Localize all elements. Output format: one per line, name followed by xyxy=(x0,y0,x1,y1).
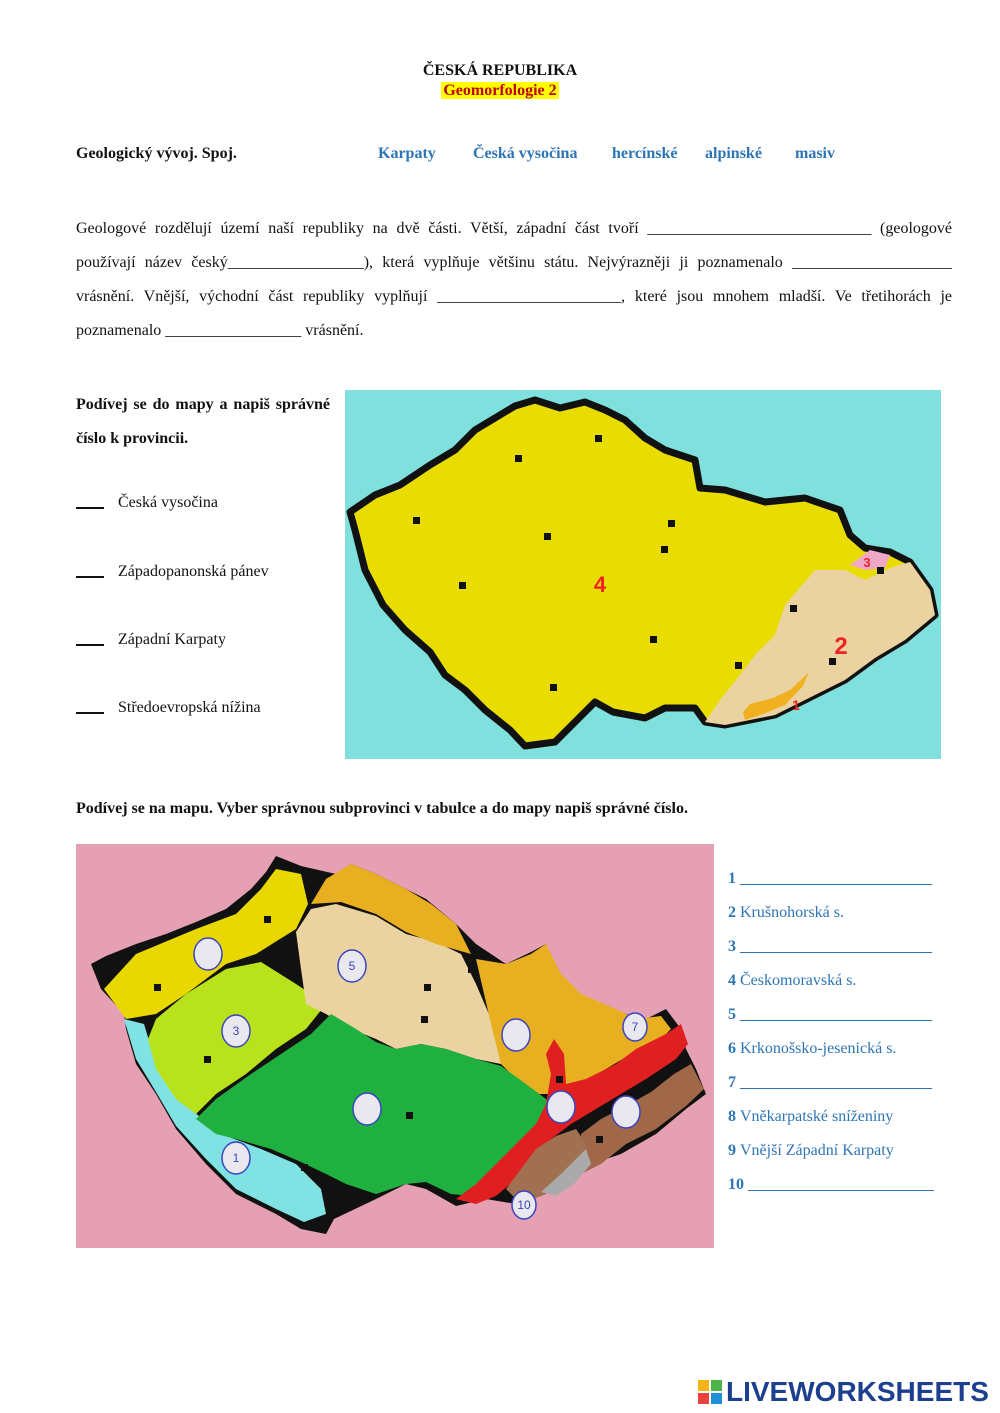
legend-row xyxy=(728,902,938,936)
legend-text: Krušnohorská s. xyxy=(740,904,844,921)
province-item xyxy=(76,699,261,717)
province-item xyxy=(76,494,218,512)
map-label-2: 2 xyxy=(834,633,848,660)
blank-1[interactable]: ____________________________ xyxy=(647,220,872,237)
legend-num: 5 xyxy=(728,1006,736,1023)
legend-num: 6 xyxy=(728,1040,736,1057)
legend-row xyxy=(728,1106,938,1140)
blank-2[interactable]: _________________ xyxy=(227,254,364,271)
legend-num: 4 xyxy=(728,972,736,989)
fill-paragraph xyxy=(76,212,952,348)
word-option[interactable]: hercínské xyxy=(612,145,678,162)
province-label: Západní Karpaty xyxy=(118,631,226,648)
para-text: Geologové rozdělují území naší republiky na dvě části. Větší, západní část tvoří xyxy=(76,220,639,237)
legend-blank[interactable] xyxy=(740,936,932,953)
legend-num: 10 xyxy=(728,1176,744,1193)
legend-num: 1 xyxy=(728,870,736,887)
blank-3[interactable]: ____________________ xyxy=(792,254,953,271)
legend-row xyxy=(728,936,938,970)
legend-blank[interactable] xyxy=(740,868,932,885)
map-label-3: 3 xyxy=(232,1024,240,1038)
blank-5[interactable]: _________________ xyxy=(165,322,302,339)
legend-num: 7 xyxy=(728,1074,736,1091)
legend-row xyxy=(728,970,938,1004)
word-option[interactable]: masiv xyxy=(795,145,835,162)
province-label: Středoevropská nížina xyxy=(118,699,261,716)
map-label-10: 10 xyxy=(517,1198,531,1212)
liveworksheets-logo-icon xyxy=(698,1380,722,1404)
province-label: Západopanonská pánev xyxy=(118,563,269,580)
map-label-7: 7 xyxy=(631,1020,639,1034)
legend-row xyxy=(728,1140,938,1174)
legend-num: 8 xyxy=(728,1108,736,1125)
brand-wordmark: LIVEWORKSHEETS xyxy=(726,1376,989,1407)
legend-row xyxy=(728,1072,938,1106)
legend-num: 9 xyxy=(728,1142,736,1159)
province-map xyxy=(345,390,941,759)
page-subtitle: Geomorfologie 2 xyxy=(443,82,557,99)
task2-instruction: Podívej se na mapu. Vyber správnou subprovinci v tabulce a do mapy napiš správné číslo. xyxy=(76,800,688,817)
task1-instruction: Podívej se do mapy a napiš správné číslo k provincii. xyxy=(76,396,330,447)
blank-4[interactable]: _______________________ xyxy=(437,288,622,305)
subprovince-map xyxy=(76,844,714,1248)
province-label: Česká vysočina xyxy=(118,494,218,511)
map-label-3: 3 xyxy=(863,555,871,570)
legend-blank[interactable] xyxy=(748,1174,934,1191)
para-text: vrásnění. Vnější, východní část republiky vyplňují xyxy=(76,288,428,305)
legend-row xyxy=(728,1004,938,1038)
legend-row xyxy=(728,1038,938,1072)
legend-row xyxy=(728,1174,938,1208)
map-label-5: 5 xyxy=(348,959,356,973)
legend-text: Vněkarpatské sníženiny xyxy=(740,1108,894,1125)
legend-num: 2 xyxy=(728,904,736,921)
answer-blank[interactable] xyxy=(76,712,104,714)
para-text: , které jsou mnohem mladší. Ve třetihorách je poznamenalo xyxy=(76,288,953,339)
para-text: vrásnění. xyxy=(305,322,364,339)
legend-blank[interactable] xyxy=(740,1072,932,1089)
word-option[interactable]: Karpaty xyxy=(378,145,436,162)
legend-text: Vnější Západní Karpaty xyxy=(740,1142,894,1159)
word-option[interactable]: alpinské xyxy=(705,145,762,162)
map-label-1: 1 xyxy=(792,697,800,713)
legend-text: Českomoravská s. xyxy=(740,972,857,989)
answer-blank[interactable] xyxy=(76,576,104,578)
subprovince-legend xyxy=(728,868,938,1208)
answer-blank[interactable] xyxy=(76,507,104,509)
section1-label: Geologický vývoj. Spoj. xyxy=(76,145,237,162)
province-item xyxy=(76,563,269,581)
map-label-4: 4 xyxy=(593,572,607,597)
province-item xyxy=(76,631,226,649)
map-label-1: 1 xyxy=(232,1151,240,1165)
legend-blank[interactable] xyxy=(740,1004,932,1021)
para-text: (geologové používají název český xyxy=(76,220,953,271)
answer-blank[interactable] xyxy=(76,644,104,646)
page-title: ČESKÁ REPUBLIKA xyxy=(422,62,578,79)
legend-num: 3 xyxy=(728,938,736,955)
legend-text: Krkonošsko-jesenická s. xyxy=(740,1040,897,1057)
legend-row xyxy=(728,868,938,902)
word-option[interactable]: Česká vysočina xyxy=(473,145,578,162)
para-text: ), která vyplňuje většinu státu. Nejvýrazněji ji poznamenalo xyxy=(363,254,783,271)
